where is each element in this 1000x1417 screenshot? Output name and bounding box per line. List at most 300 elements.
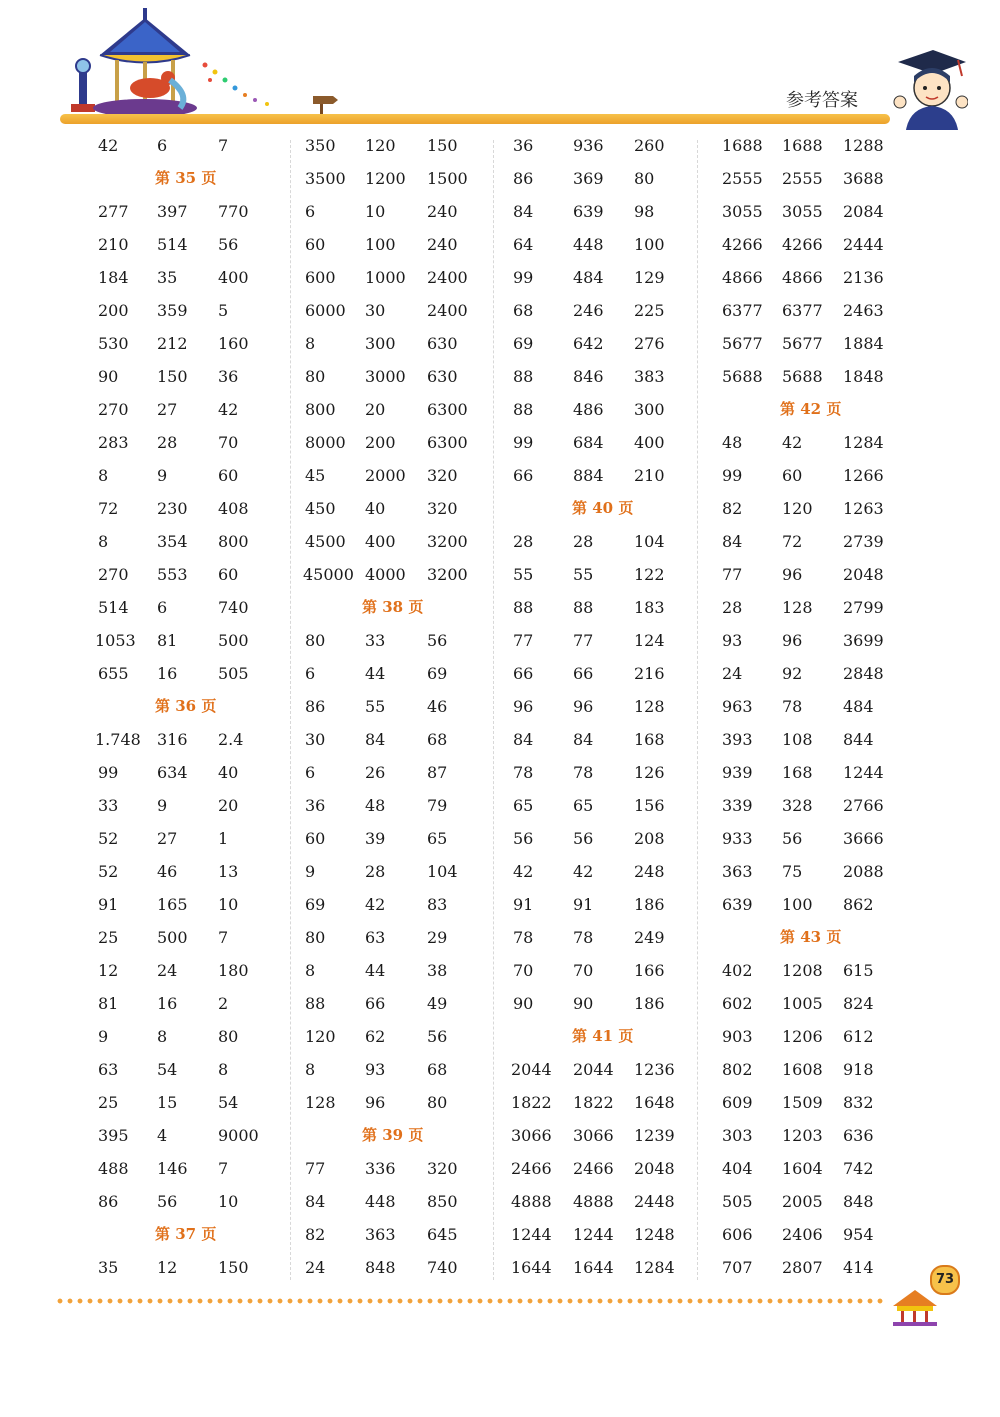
answer-value: 104	[427, 862, 458, 881]
answer-value: 42	[365, 895, 386, 914]
answer-value: 740	[427, 1258, 458, 1277]
answer-value: 1244	[843, 763, 884, 782]
answer-value: 707	[722, 1258, 753, 1277]
answer-value: 2555	[782, 169, 823, 188]
answer-value: 120	[305, 1027, 336, 1046]
answer-value: 553	[157, 565, 188, 584]
answer-value: 88	[513, 400, 534, 419]
answer-value: 2005	[782, 1192, 823, 1211]
answer-value: 42	[573, 862, 594, 881]
answer-value: 933	[722, 829, 753, 848]
section-heading: 第 40 页	[572, 499, 634, 517]
answer-value: 300	[365, 334, 396, 353]
answer-value: 60	[218, 565, 239, 584]
answer-value: 28	[513, 532, 534, 551]
section-heading: 第 38 页	[362, 598, 424, 616]
answer-value: 68	[427, 1060, 448, 1079]
answer-value: 846	[573, 367, 604, 386]
answer-value: 91	[98, 895, 119, 914]
answer-value: 1239	[634, 1126, 675, 1145]
answer-value: 802	[722, 1060, 753, 1079]
answer-value: 6	[305, 664, 316, 683]
answer-value: 612	[843, 1027, 874, 1046]
answer-value: 8000	[305, 433, 346, 452]
answer-value: 210	[98, 235, 129, 254]
answer-value: 65	[513, 796, 534, 815]
answer-value: 13	[218, 862, 239, 881]
answer-value: 400	[218, 268, 249, 287]
answer-value: 615	[843, 961, 874, 980]
answer-value: 1244	[511, 1225, 552, 1244]
answer-value: 339	[722, 796, 753, 815]
answer-value: 82	[722, 499, 743, 518]
answer-value: 66	[365, 994, 386, 1013]
answer-value: 27	[157, 829, 178, 848]
answer-value: 92	[782, 664, 803, 683]
answer-value: 54	[157, 1060, 178, 1079]
answer-value: 77	[573, 631, 594, 650]
answer-value: 91	[513, 895, 534, 914]
answer-value: 963	[722, 697, 753, 716]
answer-value: 1688	[722, 136, 763, 155]
answer-value: 2463	[843, 301, 884, 320]
answer-value: 80	[218, 1027, 239, 1046]
answer-value: 26	[365, 763, 386, 782]
answer-value: 150	[218, 1258, 249, 1277]
answer-value: 3055	[782, 202, 823, 221]
answer-value: 276	[634, 334, 665, 353]
answer-value: 1822	[573, 1093, 614, 1112]
answer-value: 84	[365, 730, 386, 749]
answer-value: 104	[634, 532, 665, 551]
answer-value: 6	[305, 763, 316, 782]
answer-value: 86	[98, 1192, 119, 1211]
answer-value: 6300	[427, 433, 468, 452]
answer-value: 68	[513, 301, 534, 320]
answer-value: 848	[843, 1192, 874, 1211]
answer-value: 3055	[722, 202, 763, 221]
answer-value: 1236	[634, 1060, 675, 1079]
answer-value: 2406	[782, 1225, 823, 1244]
answer-value: 90	[98, 367, 119, 386]
answer-value: 186	[634, 994, 665, 1013]
answer-value: 56	[218, 235, 239, 254]
answer-value: 39	[365, 829, 386, 848]
column-divider	[697, 140, 698, 1280]
answer-value: 28	[722, 598, 743, 617]
answer-value: 128	[305, 1093, 336, 1112]
carousel-footer-icon	[885, 1288, 945, 1328]
answer-value: 56	[782, 829, 803, 848]
answer-value: 328	[782, 796, 813, 815]
answer-value: 1266	[843, 466, 884, 485]
answer-value: 46	[157, 862, 178, 881]
answer-value: 96	[782, 631, 803, 650]
answer-value: 2000	[365, 466, 406, 485]
answer-value: 359	[157, 301, 188, 320]
answer-value: 99	[513, 433, 534, 452]
answer-value: 70	[513, 961, 534, 980]
answer-value: 3200	[427, 565, 468, 584]
answer-value: 12	[157, 1258, 178, 1277]
answer-value: 6000	[305, 301, 346, 320]
answer-value: 350	[305, 136, 336, 155]
answer-value: 65	[427, 829, 448, 848]
answer-value: 66	[513, 466, 534, 485]
answer-value: 1206	[782, 1027, 823, 1046]
section-heading: 第 37 页	[155, 1225, 217, 1243]
answer-value: 2807	[782, 1258, 823, 1277]
column-divider	[493, 140, 494, 1280]
answer-value: 36	[218, 367, 239, 386]
answer-value: 24	[722, 664, 743, 683]
answer-value: 80	[427, 1093, 448, 1112]
answer-value: 46	[427, 697, 448, 716]
answer-value: 1848	[843, 367, 884, 386]
answer-value: 128	[634, 697, 665, 716]
answer-value: 5677	[782, 334, 823, 353]
answer-value: 246	[573, 301, 604, 320]
answer-value: 29	[427, 928, 448, 947]
answer-value: 100	[365, 235, 396, 254]
answer-value: 848	[365, 1258, 396, 1277]
answer-value: 8	[98, 532, 109, 551]
answer-value: 6	[305, 202, 316, 221]
answer-value: 395	[98, 1126, 129, 1145]
answer-value: 2044	[511, 1060, 552, 1079]
answer-value: 93	[722, 631, 743, 650]
answer-value: 2444	[843, 235, 884, 254]
answer-value: 484	[843, 697, 874, 716]
answer-value: 9	[98, 1027, 109, 1046]
answer-value: 66	[513, 664, 534, 683]
answer-value: 69	[427, 664, 448, 683]
answer-value: 64	[513, 235, 534, 254]
answer-value: 2466	[511, 1159, 552, 1178]
answer-value: 72	[98, 499, 119, 518]
header-band	[60, 114, 890, 124]
answer-value: 500	[218, 631, 249, 650]
answer-value: 5688	[782, 367, 823, 386]
answer-value: 740	[218, 598, 249, 617]
answer-value: 88	[305, 994, 326, 1013]
answer-value: 183	[634, 598, 665, 617]
answer-value: 186	[634, 895, 665, 914]
answer-value: 146	[157, 1159, 188, 1178]
answer-value: 2.4	[218, 730, 244, 749]
answer-value: 363	[722, 862, 753, 881]
answer-value: 24	[305, 1258, 326, 1277]
answer-value: 84	[513, 730, 534, 749]
answer-value: 86	[305, 697, 326, 716]
answer-value: 634	[157, 763, 188, 782]
answer-value: 55	[513, 565, 534, 584]
answer-value: 9	[305, 862, 316, 881]
answer-value: 45000	[303, 565, 354, 584]
section-heading: 第 35 页	[155, 169, 217, 187]
answer-value: 450	[305, 499, 336, 518]
answer-value: 4888	[573, 1192, 614, 1211]
answer-value: 7	[218, 1159, 229, 1178]
answer-value: 408	[218, 499, 249, 518]
answer-value: 52	[98, 862, 119, 881]
answer-value: 124	[634, 631, 665, 650]
answer-value: 65	[573, 796, 594, 815]
answer-value: 81	[98, 994, 119, 1013]
answer-value: 1284	[843, 433, 884, 452]
answer-value: 120	[365, 136, 396, 155]
answer-value: 77	[513, 631, 534, 650]
answer-value: 1200	[365, 169, 406, 188]
answer-value: 81	[157, 631, 178, 650]
answer-value: 98	[634, 202, 655, 221]
answer-value: 8	[305, 334, 316, 353]
answer-value: 88	[513, 367, 534, 386]
answer-value: 68	[427, 730, 448, 749]
answer-value: 2448	[634, 1192, 675, 1211]
answer-value: 2136	[843, 268, 884, 287]
answer-value: 16	[157, 664, 178, 683]
answer-value: 28	[573, 532, 594, 551]
answer-value: 354	[157, 532, 188, 551]
answer-value: 400	[365, 532, 396, 551]
answer-value: 25	[98, 928, 119, 947]
answer-value: 100	[634, 235, 665, 254]
answer-value: 2555	[722, 169, 763, 188]
answer-value: 80	[305, 367, 326, 386]
answer-value: 128	[782, 598, 813, 617]
answer-value: 316	[157, 730, 188, 749]
answer-value: 56	[427, 631, 448, 650]
answer-value: 10	[218, 895, 239, 914]
answer-value: 225	[634, 301, 665, 320]
answer-value: 56	[513, 829, 534, 848]
answer-value: 1263	[843, 499, 884, 518]
answer-value: 884	[573, 466, 604, 485]
page-title: 参考答案	[786, 90, 858, 111]
answer-value: 770	[218, 202, 249, 221]
answer-value: 800	[218, 532, 249, 551]
answer-value: 200	[365, 433, 396, 452]
answer-value: 1203	[782, 1126, 823, 1145]
answer-value: 400	[634, 433, 665, 452]
answer-value: 1288	[843, 136, 884, 155]
answer-value: 60	[305, 829, 326, 848]
answer-value: 642	[573, 334, 604, 353]
answer-value: 30	[365, 301, 386, 320]
answer-value: 2739	[843, 532, 884, 551]
answer-value: 20	[365, 400, 386, 419]
answer-value: 52	[98, 829, 119, 848]
section-heading: 第 42 页	[780, 400, 842, 418]
answer-value: 3699	[843, 631, 884, 650]
answer-value: 56	[427, 1027, 448, 1046]
section-heading: 第 41 页	[572, 1027, 634, 1045]
answer-value: 91	[573, 895, 594, 914]
answer-value: 42	[513, 862, 534, 881]
answer-value: 240	[427, 235, 458, 254]
answer-value: 639	[573, 202, 604, 221]
page-header	[0, 0, 1000, 135]
answer-value: 505	[722, 1192, 753, 1211]
answer-value: 84	[305, 1192, 326, 1211]
answer-value: 6	[157, 598, 168, 617]
answer-value: 12	[98, 961, 119, 980]
answer-value: 283	[98, 433, 129, 452]
answer-value: 1000	[365, 268, 406, 287]
answer-value: 6377	[782, 301, 823, 320]
answer-value: 78	[782, 697, 803, 716]
answer-value: 2400	[427, 301, 468, 320]
answer-value: 4500	[305, 532, 346, 551]
answer-value: 86	[513, 169, 534, 188]
answer-value: 90	[573, 994, 594, 1013]
answer-value: 2044	[573, 1060, 614, 1079]
answer-value: 1884	[843, 334, 884, 353]
answer-value: 393	[722, 730, 753, 749]
answer-value: 2466	[573, 1159, 614, 1178]
answer-value: 212	[157, 334, 188, 353]
answer-value: 8	[305, 961, 316, 980]
answer-value: 83	[427, 895, 448, 914]
answer-value: 84	[573, 730, 594, 749]
answer-value: 7	[218, 136, 229, 155]
answer-value: 70	[218, 433, 239, 452]
answer-value: 168	[634, 730, 665, 749]
answer-value: 2084	[843, 202, 884, 221]
answer-value: 84	[513, 202, 534, 221]
answer-value: 66	[573, 664, 594, 683]
answer-value: 150	[157, 367, 188, 386]
answer-value: 78	[513, 763, 534, 782]
answer-value: 99	[722, 466, 743, 485]
answer-value: 448	[573, 235, 604, 254]
answer-value: 60	[782, 466, 803, 485]
answer-value: 505	[218, 664, 249, 683]
answer-value: 55	[365, 697, 386, 716]
answer-value: 397	[157, 202, 188, 221]
answer-value: 1608	[782, 1060, 823, 1079]
answer-value: 402	[722, 961, 753, 980]
answer-value: 216	[634, 664, 665, 683]
answer-value: 70	[573, 961, 594, 980]
answer-value: 62	[365, 1027, 386, 1046]
answer-value: 69	[305, 895, 326, 914]
answer-value: 3066	[573, 1126, 614, 1145]
answer-value: 240	[427, 202, 458, 221]
answer-value: 404	[722, 1159, 753, 1178]
answer-value: 30	[305, 730, 326, 749]
answer-value: 363	[365, 1225, 396, 1244]
answer-value: 165	[157, 895, 188, 914]
answer-value: 936	[573, 136, 604, 155]
answer-value: 166	[634, 961, 665, 980]
answer-value: 602	[722, 994, 753, 1013]
answer-value: 2048	[843, 565, 884, 584]
answer-value: 63	[365, 928, 386, 947]
answer-value: 630	[427, 334, 458, 353]
answer-value: 87	[427, 763, 448, 782]
answer-value: 500	[157, 928, 188, 947]
answer-value: 1644	[511, 1258, 552, 1277]
answer-value: 320	[427, 1159, 458, 1178]
answer-value: 184	[98, 268, 129, 287]
section-heading: 第 43 页	[780, 928, 842, 946]
answer-value: 903	[722, 1027, 753, 1046]
answer-value: 99	[98, 763, 119, 782]
answer-value: 48	[365, 796, 386, 815]
answer-value: 383	[634, 367, 665, 386]
answer-value: 77	[722, 565, 743, 584]
answer-value: 210	[634, 466, 665, 485]
answer-value: 129	[634, 268, 665, 287]
answer-value: 303	[722, 1126, 753, 1145]
answer-value: 4	[157, 1126, 168, 1145]
answer-value: 742	[843, 1159, 874, 1178]
answer-value: 8	[98, 466, 109, 485]
answer-value: 25	[98, 1093, 119, 1112]
answer-value: 80	[634, 169, 655, 188]
answer-value: 277	[98, 202, 129, 221]
answer-value: 44	[365, 664, 386, 683]
answer-value: 636	[843, 1126, 874, 1145]
page-number: 73	[930, 1265, 960, 1295]
answer-value: 80	[305, 631, 326, 650]
answer-value: 1604	[782, 1159, 823, 1178]
answer-value: 4866	[782, 268, 823, 287]
answer-value: 96	[782, 565, 803, 584]
answer-value: 9	[157, 796, 168, 815]
answer-value: 20	[218, 796, 239, 815]
answer-value: 1	[218, 829, 229, 848]
answer-value: 800	[305, 400, 336, 419]
answer-value: 28	[157, 433, 178, 452]
answer-value: 5	[218, 301, 229, 320]
answer-value: 270	[98, 400, 129, 419]
answer-value: 1244	[573, 1225, 614, 1244]
answer-value: 78	[513, 928, 534, 947]
answer-value: 9	[157, 466, 168, 485]
answer-value: 42	[782, 433, 803, 452]
answer-value: 42	[98, 136, 119, 155]
answer-value: 1509	[782, 1093, 823, 1112]
answer-value: 88	[573, 598, 594, 617]
answer-value: 90	[513, 994, 534, 1013]
answer-value: 486	[573, 400, 604, 419]
answer-value: 1053	[95, 631, 136, 650]
answer-value: 336	[365, 1159, 396, 1178]
answer-value: 35	[157, 268, 178, 287]
answer-value: 88	[513, 598, 534, 617]
answer-value: 93	[365, 1060, 386, 1079]
answer-value: 16	[157, 994, 178, 1013]
answer-value: 10	[218, 1192, 239, 1211]
answer-value: 84	[722, 532, 743, 551]
answer-value: 15	[157, 1093, 178, 1112]
answer-value: 1644	[573, 1258, 614, 1277]
answer-value: 609	[722, 1093, 753, 1112]
answer-value: 639	[722, 895, 753, 914]
answer-value: 4888	[511, 1192, 552, 1211]
answer-value: 60	[305, 235, 326, 254]
answer-value: 69	[513, 334, 534, 353]
answer-value: 60	[218, 466, 239, 485]
section-heading: 第 36 页	[155, 697, 217, 715]
answer-value: 3066	[511, 1126, 552, 1145]
answer-value: 270	[98, 565, 129, 584]
answer-value: 78	[573, 928, 594, 947]
answer-value: 56	[157, 1192, 178, 1211]
